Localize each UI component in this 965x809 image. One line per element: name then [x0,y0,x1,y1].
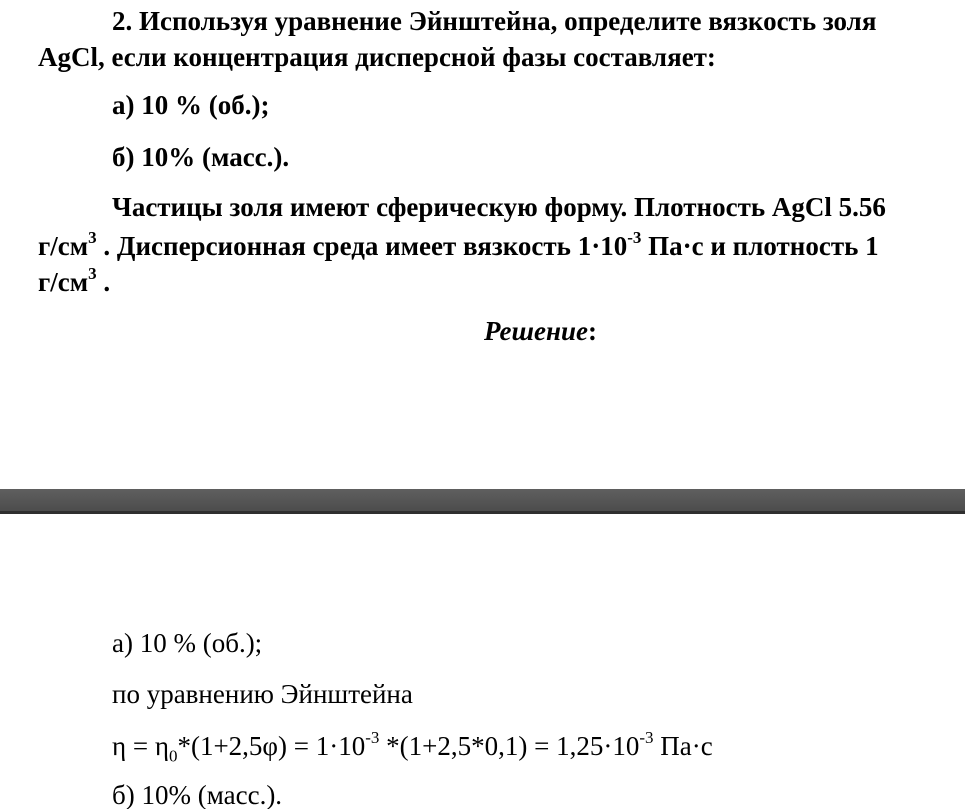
equation-exponent-2: -3 [639,728,654,747]
solution-heading [484,313,597,349]
task-line-2: AgCl, если концентрация дисперсной фазы составляет: [38,42,716,72]
task-line-4-end: Па·с и плотность 1 [641,231,879,261]
density-unit-base-2: г/см [38,267,89,297]
solution-heading-text: Решение [484,316,588,346]
task-line-4 [38,228,879,264]
task-item-b: б) 10% (масс.). [112,142,290,172]
equation-exponent-1: -3 [365,728,380,747]
viscosity-exponent: -3 [627,228,642,247]
task-line-5 [38,264,110,300]
task-line-3: Частицы золя имеют сферическую форму. Плотность AgCl 5.56 [112,192,886,222]
task-item-a: а) 10 % (об.); [112,90,270,120]
task-line-1: 2. Используя уравнение Эйнштейна, определите вязкость золя [112,6,877,36]
equation-middle-1: *(1+2,5φ) = 1·10 [177,731,366,761]
answer-equation [112,728,713,764]
answer-page [0,514,965,809]
task-line-5-end: . [96,267,111,297]
solution-heading-colon: : [587,316,597,346]
equation-end: Па·с [653,731,713,761]
page-separator-bar [0,489,965,514]
answer-item-a: а) 10 % (об.); [112,628,263,658]
density-unit-exponent: 3 [88,228,97,247]
answer-method: по уравнению Эйнштейна [112,679,413,709]
task-line-4-middle: . Дисперсионная среда имеет вязкость 1·10 [96,231,628,261]
equation-subscript: 0 [168,746,178,766]
answer-item-b: б) 10% (масс.). [112,780,283,809]
density-unit-exponent-2: 3 [88,264,97,283]
density-unit-base: г/см [38,231,89,261]
equation-middle-2: *(1+2,5*0,1) = 1,25·10 [379,731,640,761]
equation-start: η = η [112,731,169,761]
